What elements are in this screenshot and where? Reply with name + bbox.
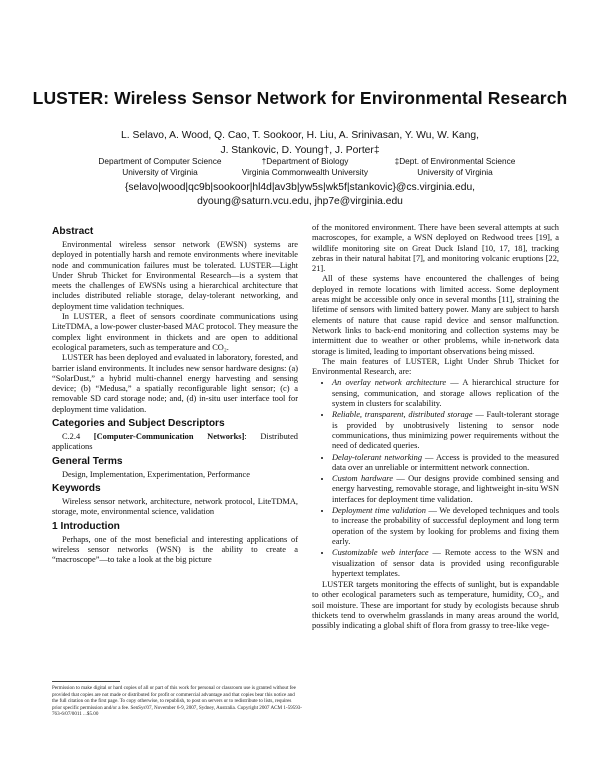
category-detail: : Distributed applications	[52, 432, 298, 452]
body-paragraph: of the monitored environment. There have been several attempts at such macroscopes, for example, a WSN deployed on Redwood trees [19], a wildlife monitoring site on Great Duck Island [10, 17, 18], tracking zebras in their natural habitat [7], and monitoring volcanic eruptions [22, 21].	[312, 223, 559, 274]
categories-text	[52, 432, 298, 453]
category-code: C.2.4	[62, 432, 81, 442]
footnote-rule	[52, 681, 120, 682]
list-item	[332, 548, 559, 579]
abstract-paragraph: LUSTER has been deployed and evaluated in laboratory, forested, and barrier island environments. It includes new sensor hardware designs: (a) “SolarDust,” a hybrid multi-channel energy harvesting and sensing device; (b) “Medusa,” a spatially reconfigurable light sensor; (c) a removable SD card storage node; and, (d) in-situ user interface tool for deployment time validation.	[52, 353, 298, 414]
feature-text: — A hierarchical structure for sensing, communication, and storage allows replication of the system in clusters for scalability.	[332, 378, 559, 409]
affiliation-dept: Department of Computer Science	[98, 156, 222, 166]
feature-name: Customizable web interface	[332, 548, 429, 558]
affiliation-univ: University of Virginia	[122, 166, 198, 177]
left-column	[52, 223, 298, 565]
author-list	[0, 128, 600, 158]
introduction-heading: 1 Introduction	[52, 520, 120, 532]
abstract-heading: Abstract	[52, 226, 94, 237]
affiliation-dept: ‡Dept. of Environmental Science	[394, 156, 516, 166]
author-line-2: J. Stankovic, D. Young†, J. Porter‡	[220, 145, 380, 156]
keywords-text: Wireless sensor network, architecture, network protocol, LiteTDMA, storage, mote, environmental science, validation	[52, 496, 298, 517]
list-item	[332, 410, 559, 451]
feature-text: — Remote access to the WSN and visualization of sensor data is provided using reconfigurable hypertext templates.	[332, 548, 560, 578]
categories-heading: Categories and Subject Descriptors	[52, 418, 225, 430]
feature-name: An overlay network architecture	[332, 378, 447, 388]
abstract-paragraph: Environmental wireless sensor network (EWSN) systems are deployed in potentially harsh and remote environments where inevitable node and communication failures must be tolerated. LUSTER—Light Under Shrub Thicket for Environmental Research—is a system that meets the challenges of EWSNs using a hierarchical architecture that includes distributed reliable storage, delay-tolerant networking, and deployment time validation techniques.	[52, 240, 298, 311]
email-line-1: {selavo|wood|qc9b|sookoor|hl4d|av3b|yw5s|wk5f|stankovic}@cs.virginia.edu,	[124, 182, 476, 193]
feature-text: — We developed techniques and tools to increase the probability of successful deployment and long term operation of the system by looking for problems and fixing them early.	[332, 506, 559, 546]
body-paragraph: The main features of LUSTER, Light Under Shrub Thicket for Environmental Research, are:	[312, 356, 559, 377]
category-name: [Computer-Communication Networks]	[93, 432, 245, 442]
email-list	[0, 181, 600, 209]
affiliation-dept: †Department of Biology	[261, 156, 349, 166]
general-terms-heading: General Terms	[52, 455, 123, 467]
affiliation-univ: University of Virginia	[417, 166, 493, 177]
feature-text: — Our designs provide combined sensing and energy harvesting, removable storage, and lightweight in-situ WSN interfaces for deployment time validation.	[332, 474, 559, 504]
introduction-paragraph: Perhaps, one of the most beneficial and interesting applications of wireless sensor networks (WSN) is the ability to create a “macroscope”—to take a look at the big picture	[52, 534, 298, 565]
affiliation-envsci	[360, 156, 550, 177]
general-terms-text: Design, Implementation, Experimentation, Performance	[62, 469, 250, 479]
list-item	[332, 506, 559, 547]
paper-title: LUSTER: Wireless Sensor Network for Environmental Research	[32, 88, 568, 108]
affiliation-univ: Virginia Commonwealth University	[241, 166, 369, 177]
copyright-notice: Permission to make digital or hard copies of all or part of this work for personal or classroom use is granted without fee provided that copies are not made or distributed for profit or commercial advantage and that copies bear this notice and the full citation on the first page. To copy otherwise, to republish, to post on servers or to redistribute to lists, requires prior specific permission and/or a fee. SenSys'07, November 6-9, 2007, Sydney, Australia. Copyright 2007 ACM 1-59593-763-6/07/0011 ...$5.00	[52, 685, 303, 718]
keywords-heading: Keywords	[52, 482, 101, 494]
feature-text: — Access is provided to the measured data over an unreliable or intermittent network connection.	[332, 452, 559, 472]
right-column	[312, 223, 559, 632]
feature-name: Reliable, transparent, distributed storage	[332, 410, 473, 420]
body-paragraph: LUSTER targets monitoring the effects of sunlight, but is expandable to other ecological parameters such as temperature, humidity, CO₂, and soil moisture. These are important for study by ecologists because shrub thickets tend to overwhelm grasslands in many areas around the world, possibly indicating a global shift of flora from grassy to tree-like vege-	[312, 580, 559, 631]
feature-list	[312, 378, 559, 579]
list-item	[332, 378, 559, 409]
body-paragraph: All of these systems have encountered the challenges of being deployed in remote locations with limited access. Some deployment areas might be accessible only once in several months [11], straining the lifetime of sensors with limited battery power. Many are subject to harsh elements of nature that cause rapid device and sensor malfunction. Network links to back-end monitoring and collection systems may be intermittent due to weather or other problems, while in-network data storage is limited, leading to important observations being missed.	[312, 274, 559, 356]
email-line-2: dyoung@saturn.vcu.edu, jhp7e@virginia.edu	[197, 196, 403, 207]
list-item	[332, 474, 559, 505]
feature-name: Custom hardware	[332, 474, 393, 484]
author-line-1: L. Selavo, A. Wood, Q. Cao, T. Sookoor, H. Liu, A. Srinivasan, Y. Wu, W. Kang,	[121, 130, 479, 141]
feature-text: — Fault-tolerant storage is provided by unobtrusively listening to sensor node communications, thus minimizing power requirements without the need of dedicated queries.	[332, 410, 559, 451]
list-item	[332, 453, 559, 474]
abstract-paragraph: In LUSTER, a fleet of sensors coordinate communications using LiteTDMA, a low-power cluster-based MAC protocol. They measure the complex light environment in thickets and are open to additional ecological parameters, such as temperature and CO₂.	[52, 312, 298, 352]
feature-name: Deployment time validation	[332, 506, 426, 516]
feature-name: Delay-tolerant networking	[332, 452, 423, 462]
